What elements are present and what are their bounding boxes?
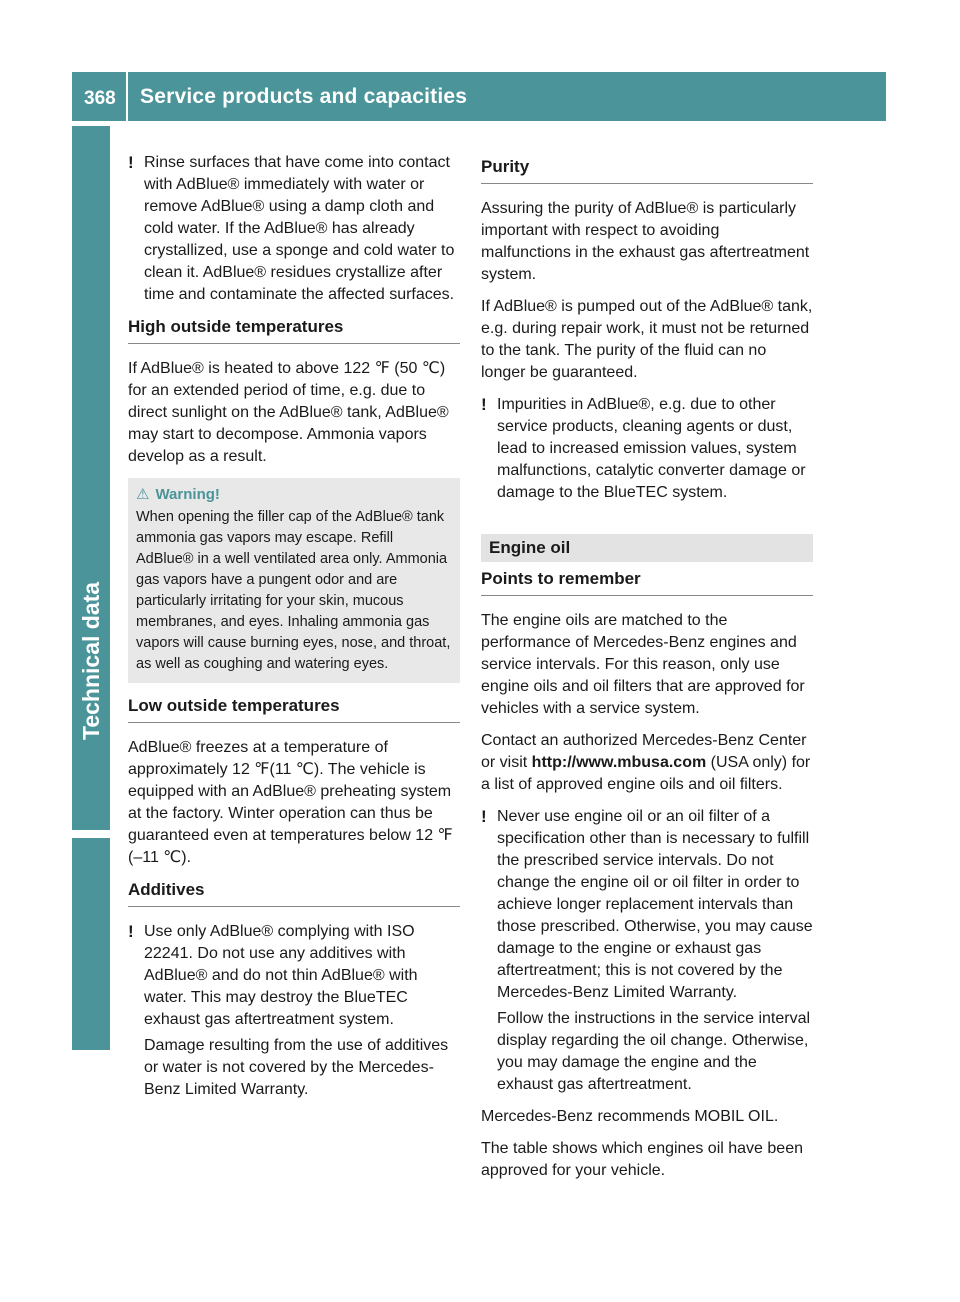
high-temp-heading: High outside temperatures xyxy=(128,316,460,344)
points-heading: Points to remember xyxy=(481,568,813,596)
points-text-2-post: (USA only) for a list of approved engine oils and oil filters. xyxy=(481,754,811,793)
purity-heading: Purity xyxy=(481,156,813,184)
side-block xyxy=(72,838,110,1050)
side-tab-label: Technical data xyxy=(78,581,104,740)
purity-text-1: Assuring the purity of AdBlue® is particularly important with respect to avoiding malfunctions in the exhaust gas aftertreatment system. xyxy=(481,200,810,283)
page-number: 368 xyxy=(84,88,116,109)
rinse-note xyxy=(128,152,460,306)
points-text-2 xyxy=(481,730,813,796)
oil-note-text-2: Follow the instructions in the service interval display regarding the oil change. Otherwise, you may damage the engine and the exhaust gas aftertreatment. xyxy=(497,1010,811,1093)
table-text: The table shows which engines oil have been approved for your vehicle. xyxy=(481,1140,803,1179)
low-temp-heading: Low outside temperatures xyxy=(128,695,460,723)
exclamation-icon: ! xyxy=(128,153,134,172)
exclamation-icon: ! xyxy=(481,807,487,826)
exclamation-icon: ! xyxy=(481,395,487,414)
purity-note xyxy=(481,394,813,504)
right-column xyxy=(481,152,813,1192)
warning-title: Warning! xyxy=(155,486,220,503)
section-title: Service products and capacities xyxy=(140,85,468,108)
points-text-1: The engine oils are matched to the performance of Mercedes-Benz engines and service intervals. For this reason, only use engine oils and oil filters that are approved for vehicles with a service system. xyxy=(481,612,805,717)
warning-triangle-icon: ⚠ xyxy=(136,486,150,503)
additives-note-text-1: Use only AdBlue® complying with ISO 22241. Do not use any additives with AdBlue® and do not thin AdBlue® with water. This may destroy the BlueTEC exhaust gas aftertreatment system. xyxy=(144,923,418,1028)
purity-note-text: Impurities in AdBlue®, e.g. due to other service products, cleaning agents or dust, lead to increased emission values, system malfunctions, catalytic converter damage or damage to the BlueTEC system. xyxy=(497,396,806,501)
left-column xyxy=(128,152,460,1111)
engine-oil-banner: Engine oil xyxy=(481,534,813,562)
additives-note-text-2: Damage resulting from the use of additives or water is not covered by the Mercedes-Benz Limited Warranty. xyxy=(144,1037,449,1098)
rinse-note-text: Rinse surfaces that have come into contact with AdBlue® immediately with water or remove AdBlue® using a damp cloth and cold water. If the AdBlue® has already crystallized, use a sponge and cold water to clean it. AdBlue® residues crystallize after time and contaminate the affected surfaces. xyxy=(144,154,455,303)
oil-note xyxy=(481,806,813,1096)
oil-note-text-1: Never use engine oil or an oil filter of a specification other than is necessary to fulfill the prescribed service intervals. Do not change the engine oil or oil filter in order to achieve longer replacement intervals than those prescribed. Otherwise, you may cause damage to the engine or exhaust gas aftertreatment; this is not covered by the Mercedes-Benz Limited Warranty. xyxy=(497,808,813,1001)
additives-heading: Additives xyxy=(128,879,460,907)
exclamation-icon: ! xyxy=(128,922,134,941)
low-temp-text: AdBlue® freezes at a temperature of approximately 12 ℉(11 ℃). The vehicle is equipped with an AdBlue® preheating system at the factory. Winter operation can thus be guaranteed even at temperatures below 12 ℉(–11 ℃). xyxy=(128,739,453,866)
header-divider xyxy=(126,72,128,121)
points-text-2-pre: Contact an authorized Mercedes-Benz Center or visit xyxy=(481,732,807,771)
warning-header xyxy=(136,484,452,505)
warning-text: When opening the filler cap of the AdBlue® tank ammonia gas vapors may escape. Refill AdBlue® in a well ventilated area only. Ammonia gas vapors have a pungent odor and are particularly irritating for your skin, mucous membranes, and eyes. Inhaling ammonia gas vapors will cause burning eyes, nose, and throat, as well as coughing and watering eyes. xyxy=(136,509,451,672)
high-temp-text: If AdBlue® is heated to above 122 ℉ (50 ℃) for an extended period of time, e.g. due to direct sunlight on the AdBlue® tank, AdBlue® may start to decompose. Ammonia vapors develop as a result. xyxy=(128,360,449,465)
warning-box xyxy=(128,478,460,683)
additives-note xyxy=(128,921,460,1101)
recommend-text: Mercedes-Benz recommends MOBIL OIL. xyxy=(481,1108,779,1125)
purity-text-2: If AdBlue® is pumped out of the AdBlue® tank, e.g. during repair work, it must not be returned to the tank. The purity of the fluid can no longer be guaranteed. xyxy=(481,298,813,381)
mbusa-link[interactable]: http://www.mbusa.com xyxy=(531,754,707,771)
